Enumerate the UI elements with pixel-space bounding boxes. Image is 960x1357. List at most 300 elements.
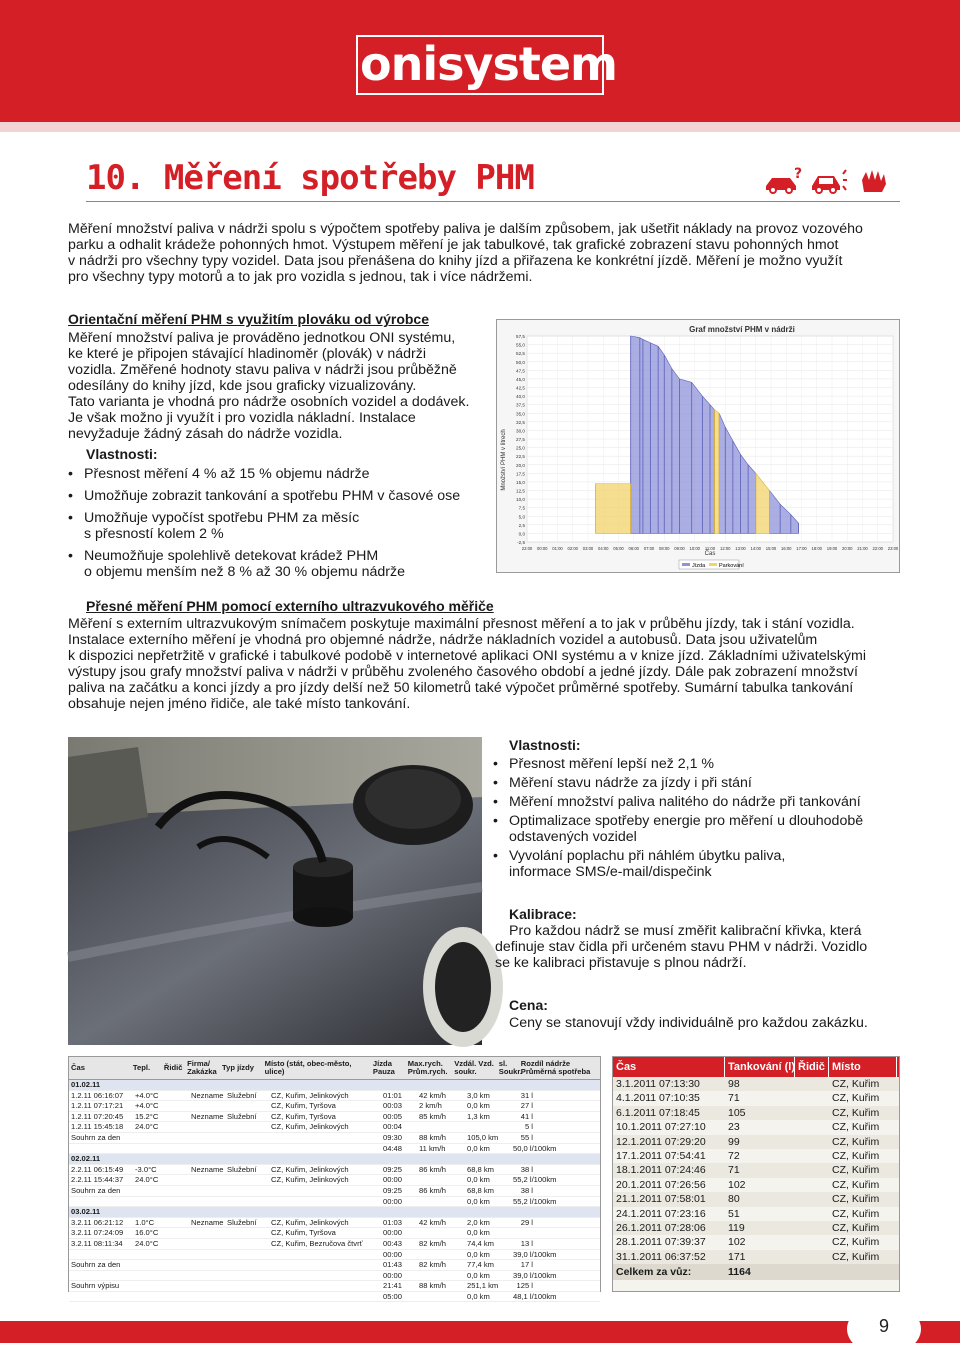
- table-row: [613, 1192, 899, 1206]
- table-cell: CZ, Kuřim, Tyršova: [271, 1101, 336, 1111]
- table-cell: 85 km/h: [419, 1111, 447, 1121]
- column-header: Čas: [613, 1057, 725, 1077]
- table-row: [613, 1106, 899, 1120]
- table-cell: [417, 1175, 465, 1185]
- table-cell: Souhrn za den: [71, 1132, 121, 1142]
- table-row: [613, 1120, 899, 1134]
- table-cell: 1.2.11 07:20:45: [71, 1111, 124, 1121]
- car-alarm-icon: [810, 166, 848, 194]
- table-row: [69, 1165, 600, 1176]
- table-cell: 24.0°C: [135, 1122, 159, 1132]
- table-row: [69, 1175, 600, 1186]
- table-cell: 42 km/h: [419, 1090, 447, 1100]
- prop-item: • Přesnost měření 4 % až 15 % objemu nádrže: [68, 466, 493, 482]
- table-cell: [133, 1292, 165, 1302]
- table-cell: 39,0 l/100km: [513, 1249, 557, 1259]
- table-cell: [165, 1197, 189, 1207]
- table-cell: 00:43: [383, 1238, 403, 1248]
- prop-item: • Měření množství paliva nalitého do nádrže při tankování: [493, 794, 898, 810]
- column-header: Firma/ Zakázka: [187, 1059, 217, 1076]
- table-cell: [417, 1292, 465, 1302]
- table-cell: CZ, Kuřim: [832, 1221, 880, 1234]
- refuel-table: [612, 1056, 900, 1292]
- section1-line: Měření množství paliva je prováděno jednotkou ONI systému,: [68, 330, 456, 346]
- column-header: Typ jízdy: [222, 1063, 254, 1072]
- table-row: [69, 1228, 600, 1239]
- table-cell: [189, 1175, 225, 1185]
- table-cell: CZ, Kuřim: [832, 1149, 880, 1162]
- table-cell: [133, 1186, 165, 1196]
- table-cell: [795, 1091, 829, 1105]
- section2-title: Přesné měření PHM pomocí externího ultrazvukového měřiče: [86, 598, 494, 614]
- table-cell: 28.1.2011 07:39:37: [616, 1236, 706, 1249]
- chart-ytick: 27,5: [516, 437, 525, 442]
- chart-ytick: 15,0: [516, 479, 525, 485]
- svg-text:?: ?: [794, 166, 803, 182]
- table-cell: 1.2.11 06:16:07: [71, 1090, 124, 1100]
- table-cell: 55,2 l/100km: [513, 1175, 557, 1185]
- table-cell: 0,0 km: [467, 1175, 490, 1185]
- section2-line: paliva na začátku a konci jízdy a pro jízdy delší než 50 kilometrů také výpočet průměrné spotřeby. Sumární tabulka tankování: [68, 680, 854, 696]
- calibration-line: definuje stav čidla při určeném stavu PHM v nádrži. Vozidlo: [495, 939, 868, 955]
- table-cell: CZ, Kuřim: [832, 1106, 880, 1119]
- table-cell: [165, 1133, 189, 1143]
- table-cell: CZ, Kuřim, Jelinkových: [271, 1164, 349, 1174]
- table-cell: 1.2.11 15:45:18: [71, 1122, 124, 1132]
- chart-xtick: 10:00: [689, 546, 700, 551]
- table-row: [69, 1239, 600, 1250]
- table-row: [69, 1207, 600, 1218]
- intro-line: Měření množství paliva v nádrži spolu s výpočtem spotřeby paliva je dalším způsobem, jak ušetřit náklady na provoz vozového: [68, 221, 863, 237]
- table-cell: [795, 1192, 829, 1206]
- table-cell: 171: [728, 1250, 746, 1263]
- chart-ytick: 50,0: [516, 359, 525, 365]
- table-cell: [269, 1197, 381, 1207]
- table-cell: [795, 1106, 829, 1120]
- table-cell: 00:00: [383, 1196, 403, 1206]
- chart-ytick: 25,0: [516, 445, 525, 451]
- chart-xtick: 02:00: [567, 546, 578, 551]
- section1-line: Tato varianta je vhodná pro nádrže osobních vozidel a dodávek.: [68, 394, 470, 410]
- table-cell: [225, 1239, 269, 1249]
- table-cell: 38 l: [520, 1164, 533, 1174]
- table-cell: [417, 1197, 465, 1207]
- table-cell: +4.0°C: [135, 1101, 159, 1111]
- table-cell: [795, 1235, 829, 1249]
- chart-ytick: -2,5: [517, 540, 525, 545]
- table-cell: 00:00: [383, 1175, 403, 1185]
- column-header: Tepl.: [132, 1063, 151, 1072]
- table-cell: CZ, Kuřim, Tyršova: [271, 1111, 336, 1121]
- table-cell: [133, 1133, 165, 1143]
- table-cell: [795, 1120, 829, 1134]
- table-cell: 0,0 km: [467, 1101, 490, 1111]
- chart-ytick: 17,5: [516, 471, 525, 477]
- chart-xlabel: Čas: [704, 551, 716, 557]
- table-cell: [165, 1281, 189, 1291]
- table-cell: [269, 1133, 381, 1143]
- calibration-text: [495, 923, 900, 971]
- section2-text: [68, 616, 904, 712]
- table-cell: 02.02.11: [71, 1154, 101, 1164]
- footer-band: [0, 1321, 960, 1343]
- table-cell: [225, 1281, 269, 1291]
- table-cell: [165, 1165, 189, 1175]
- chart-xtick: 04:00: [598, 546, 609, 551]
- table-cell: [165, 1260, 189, 1270]
- table-cell: [165, 1101, 189, 1111]
- table-cell: 72: [728, 1149, 740, 1162]
- table-cell: [189, 1144, 225, 1154]
- table-cell: 0,0 km: [467, 1270, 490, 1280]
- table-row: [613, 1250, 899, 1264]
- table-cell: 21.1.2011 07:58:01: [616, 1193, 706, 1206]
- table-row: [69, 1281, 600, 1292]
- table-cell: 102: [728, 1236, 746, 1249]
- intro-line: v nádrži pro všechny typy vozidel. Data jsou přenášena do knihy jízd a přiřazena ke konkrétní jízdě. Měření je možno využít: [68, 253, 843, 269]
- table-cell: 01.02.11: [71, 1080, 101, 1089]
- table-cell: [269, 1271, 381, 1281]
- table-cell: Služební: [227, 1164, 257, 1174]
- table-cell: [269, 1250, 381, 1260]
- table-cell: 00:00: [383, 1270, 403, 1280]
- table-cell: 55 l: [520, 1132, 533, 1142]
- table-cell: [165, 1239, 189, 1249]
- table-cell: 01:01: [383, 1090, 403, 1100]
- prop-item: • Optimalizace spotřeby energie pro měření u dlouhodobě odstavených vozidel: [493, 813, 898, 845]
- chart-xtick: 21:00: [857, 546, 868, 551]
- table-cell: [269, 1260, 381, 1270]
- table-cell: 82 km/h: [419, 1238, 447, 1248]
- table-row: [613, 1163, 899, 1177]
- table-cell: [165, 1228, 189, 1238]
- section1-line: vozidla. Změřené hodnoty stavu paliva v nádrži jsou průběžně: [68, 362, 457, 378]
- chart-xtick: 14:00: [750, 546, 761, 551]
- table-cell: CZ, Kuřim, Jelinkových: [271, 1217, 349, 1227]
- table-cell: 20.1.2011 07:26:56: [616, 1178, 706, 1191]
- table-cell: 3.2.11 06:21:12: [71, 1217, 124, 1227]
- table-cell: 24.1.2011 07:23:16: [616, 1207, 706, 1220]
- table-cell: Nezname: [191, 1090, 224, 1100]
- table-cell: CZ, Kuřim, Bezručova čtvrť: [271, 1238, 363, 1248]
- table-cell: 68,8 km: [467, 1164, 495, 1174]
- chart-ytick: 45,0: [516, 376, 525, 382]
- table-cell: 1,3 km: [467, 1111, 490, 1121]
- fuel-chart: [496, 319, 900, 573]
- chart-ytick: 30,0: [516, 428, 525, 434]
- table-cell: [165, 1112, 189, 1122]
- chart-xtick: 17:00: [796, 546, 807, 551]
- calibration-line: Pro každou nádrž se musí změřit kalibrační křivka, která: [509, 923, 862, 939]
- column-header: Max.rych. Prům.rych.: [407, 1059, 448, 1076]
- prop-item: • Vyvolání poplachu při náhlém úbytku paliva, informace SMS/e-mail/dispečink: [493, 848, 898, 880]
- table-cell: 00:04: [383, 1122, 403, 1132]
- table-cell: [165, 1122, 189, 1132]
- calibration-label: Kalibrace:: [509, 906, 577, 922]
- table-cell: 51: [728, 1207, 740, 1220]
- table-cell: 1.2.11 07:17:21: [71, 1101, 124, 1111]
- page-number: 9: [878, 1316, 889, 1336]
- chart-ylabel: Množství PHM v litrech: [501, 429, 507, 491]
- table-cell: 00:00: [383, 1249, 403, 1259]
- table-cell: 00:05: [383, 1111, 403, 1121]
- table-cell: 0,0 km: [467, 1143, 490, 1153]
- chart-ytick: 37,5: [516, 402, 525, 408]
- table-cell: Služební: [227, 1090, 257, 1100]
- table-cell: CZ, Kuřim: [832, 1078, 880, 1090]
- legend-parkovani: Parkování: [719, 563, 744, 569]
- table-cell: [189, 1239, 225, 1249]
- table-cell: 0,0 km: [467, 1228, 490, 1238]
- refuel-body: [613, 1057, 899, 1280]
- section2-line: Instalace externího měření je vhodná pro objemné nádrže, nádrže nákladních vozidel a autobusů. Data jsou uživatelům: [68, 632, 818, 648]
- column-header: Čas: [71, 1063, 85, 1072]
- table-cell: Nezname: [191, 1111, 224, 1121]
- column-header: Místo: [829, 1057, 897, 1077]
- column-header: Řidič: [795, 1057, 829, 1077]
- table-cell: CZ, Kuřim: [832, 1207, 880, 1220]
- table-cell: Souhrn za den: [71, 1185, 121, 1195]
- table-cell: +4.0°C: [135, 1090, 159, 1100]
- chart-xtick: 05:00: [613, 546, 624, 551]
- table-row: [69, 1080, 600, 1091]
- table-row: [69, 1271, 600, 1282]
- table-cell: 71: [728, 1164, 740, 1177]
- hand-icon: [856, 166, 894, 194]
- table-cell: 80: [728, 1193, 740, 1206]
- intro-line: parku a odhalit krádeže pohonných hmot. Výstupem měření je jak tabulkové, tak grafické zobrazení stavu pohonných hmot: [68, 237, 839, 253]
- table-row: [613, 1178, 899, 1192]
- table-cell: 16.0°C: [135, 1228, 159, 1238]
- chart-ytick: 40,0: [516, 394, 525, 400]
- table-cell: 31.1.2011 06:37:52: [616, 1250, 706, 1263]
- table-row: [69, 1122, 600, 1133]
- chart-ytick: 20,0: [516, 462, 525, 468]
- table-cell: 99: [728, 1135, 740, 1148]
- table-cell: 26.1.2011 07:28:06: [616, 1221, 706, 1234]
- table-cell: [189, 1133, 225, 1143]
- table-cell: CZ, Kuřim: [832, 1236, 880, 1249]
- table-cell: 50,0 l/100km: [513, 1143, 557, 1153]
- section1-line: ke které je připojen stávající hladinoměr (plovák) v nádrži: [68, 346, 427, 362]
- column-header: Jízda Pauza: [372, 1059, 395, 1076]
- table-cell: CZ, Kuřim: [832, 1135, 880, 1148]
- table-cell: 01:03: [383, 1217, 403, 1227]
- vehicle-icons: [764, 166, 894, 194]
- chart-ytick: 12,5: [516, 488, 525, 494]
- table-cell: 102: [728, 1178, 746, 1191]
- table-cell: 82 km/h: [419, 1260, 447, 1270]
- chart-xtick: 23:00: [887, 546, 899, 551]
- table-row: [69, 1101, 600, 1112]
- table-cell: 03.02.11: [71, 1207, 101, 1217]
- chart-ytick: 7,5: [518, 505, 525, 511]
- section1-line: Je však možno ji využít i pro vozidla nákladní. Instalace: [68, 410, 416, 426]
- table-cell: [795, 1207, 829, 1221]
- table-cell: 09:30: [383, 1132, 403, 1142]
- table-cell: 4.1.2011 07:10:35: [616, 1092, 700, 1105]
- table-cell: 2 km/h: [419, 1101, 442, 1111]
- trip-log-header: [69, 1057, 600, 1080]
- table-cell: 17.1.2011 07:54:41: [616, 1149, 706, 1162]
- table-cell: [225, 1260, 269, 1270]
- chart-ytick: 2,5: [518, 522, 525, 528]
- chart-ytick: 42,5: [516, 385, 525, 391]
- table-cell: [69, 1144, 133, 1154]
- table-row: [613, 1235, 899, 1249]
- chart-xtick: 20:00: [842, 546, 853, 551]
- table-cell: [417, 1122, 465, 1132]
- table-row: [69, 1197, 600, 1208]
- prop-item: • Přesnost měření lepší než 2,1 %: [493, 756, 898, 772]
- table-cell: [189, 1186, 225, 1196]
- section1-title: Orientační měření PHM s využitím plováku od výrobce: [68, 311, 429, 327]
- table-cell: CZ, Kuřim: [832, 1164, 880, 1177]
- table-cell: 3.2.11 08:11:34: [71, 1238, 123, 1248]
- table-cell: 77,4 km: [467, 1260, 495, 1270]
- table-cell: [225, 1186, 269, 1196]
- chart-xtick: 22:00: [872, 546, 883, 551]
- table-row: [69, 1186, 600, 1197]
- table-cell: 86 km/h: [419, 1185, 447, 1195]
- table-row: [613, 1091, 899, 1105]
- table-cell: [269, 1292, 381, 1302]
- table-cell: [795, 1135, 829, 1149]
- table-cell: 10.1.2011 07:27:10: [616, 1121, 706, 1134]
- table-cell: [795, 1149, 829, 1163]
- column-header: Rozdíl nádrže Průměrná spotřeba: [520, 1059, 591, 1076]
- table-cell: 5 l: [524, 1122, 533, 1132]
- table-cell: 24.0°C: [135, 1175, 159, 1185]
- table-cell: 00:00: [383, 1228, 403, 1238]
- table-cell: [511, 1228, 533, 1238]
- column-header: Vzdál. Vzd. soukr.: [454, 1059, 494, 1076]
- table-cell: 42 km/h: [419, 1217, 447, 1227]
- table-cell: CZ, Kuřim, Jelinkových: [271, 1090, 349, 1100]
- table-cell: 38 l: [520, 1185, 533, 1195]
- table-cell: CZ, Kuřim: [832, 1178, 880, 1191]
- table-cell: 3.1.2011 07:13:30: [616, 1078, 700, 1090]
- chart-ytick: 52,5: [516, 351, 525, 357]
- chart-series-area: [596, 484, 631, 534]
- table-cell: 09:25: [383, 1185, 403, 1195]
- total-label: Celkem za vůz:: [616, 1266, 692, 1279]
- table-cell: CZ, Kuřim: [832, 1193, 880, 1206]
- section2-line: Měření s externím ultrazvukovým snímačem poskytuje maximální přesnost měření a to jak v průběhu jízdy, tak i stání vozidla.: [68, 616, 855, 632]
- table-row: [69, 1260, 600, 1271]
- table-row: [613, 1149, 899, 1163]
- table-row: [613, 1135, 899, 1149]
- table-cell: 24.0°C: [135, 1238, 159, 1248]
- table-cell: [225, 1292, 269, 1302]
- table-cell: 41 l: [520, 1111, 533, 1121]
- table-cell: [795, 1250, 829, 1264]
- table-cell: 0,0 km: [467, 1196, 490, 1206]
- table-cell: 21:41: [383, 1281, 403, 1291]
- table-cell: [165, 1091, 189, 1101]
- table-cell: [465, 1122, 511, 1132]
- table-cell: 04:48: [383, 1143, 403, 1153]
- table-cell: 55,2 l/100km: [513, 1196, 557, 1206]
- table-cell: -3.0°C: [135, 1164, 157, 1174]
- table-cell: [165, 1271, 189, 1281]
- table-cell: [165, 1292, 189, 1302]
- prop-item: • Měření stavu nádrže za jízdy i při stání: [493, 775, 898, 791]
- table-cell: 251,1 km: [467, 1281, 499, 1291]
- table-cell: CZ, Kuřim, Jelinkových: [271, 1175, 349, 1185]
- table-cell: 3.2.11 07:24:09: [71, 1228, 124, 1238]
- table-cell: 74,4 km: [467, 1238, 495, 1248]
- chart-xtick: 11:00: [704, 546, 716, 551]
- refuel-header: [613, 1057, 899, 1077]
- table-row: [69, 1091, 600, 1102]
- chart-ytick: 10,0: [516, 497, 525, 503]
- price-label: Cena:: [509, 997, 548, 1013]
- section2-line: obsahuje nejen jméno řidiče, ale také místo tankování.: [68, 696, 411, 712]
- chart-ytick: 0,0: [518, 531, 525, 537]
- table-cell: 09:25: [383, 1164, 403, 1174]
- table-cell: 2.2.11 06:15:49: [71, 1164, 124, 1174]
- table-cell: [189, 1197, 225, 1207]
- table-cell: 23: [728, 1121, 740, 1134]
- table-cell: 1.0°C: [135, 1217, 155, 1227]
- table-row: [69, 1154, 600, 1165]
- section2-line: k dispozici nepřetržitě v grafické i tabulkové podobě v internetové aplikaci ONI systému a v knize jízd. Základními uživatelskými: [68, 648, 866, 664]
- chart-ytick: 35,0: [516, 411, 525, 417]
- table-cell: [417, 1228, 465, 1238]
- table-cell: Nezname: [191, 1164, 224, 1174]
- chart-series-area: [715, 410, 720, 534]
- table-cell: [189, 1101, 225, 1111]
- chart-xtick: 18:00: [811, 546, 822, 551]
- table-cell: [165, 1186, 189, 1196]
- table-cell: 12.1.2011 07:29:20: [616, 1135, 706, 1148]
- table-cell: [189, 1250, 225, 1260]
- intro-line: pro všechny typy motorů a to jak pro vozidla s jednou, tak i více nádržemi.: [68, 269, 533, 285]
- table-cell: 11 km/h: [419, 1143, 446, 1153]
- table-cell: [269, 1144, 381, 1154]
- table-cell: 05:00: [383, 1291, 403, 1301]
- table-cell: 27 l: [520, 1101, 533, 1111]
- table-cell: [165, 1175, 189, 1185]
- table-cell: 01:43: [383, 1260, 403, 1270]
- table-cell: 13 l: [520, 1238, 533, 1248]
- table-cell: [133, 1260, 165, 1270]
- table-cell: CZ, Kuřim: [832, 1092, 880, 1105]
- price-text: Ceny se stanovují vždy individuálně pro každou zakázku.: [509, 1015, 868, 1031]
- chart-xtick: 00:00: [537, 546, 548, 551]
- table-cell: Služební: [227, 1111, 257, 1121]
- section2-props: [493, 753, 898, 880]
- legend-jizda: Jízda: [692, 563, 706, 569]
- chart-xtick: 06:00: [628, 546, 639, 551]
- table-cell: Služební: [227, 1217, 257, 1227]
- chart-ytick: 32,5: [516, 419, 525, 425]
- chart-xtick: 09:00: [674, 546, 685, 551]
- section1-props-label: Vlastnosti:: [86, 446, 158, 462]
- section2-line: výstupy jsou grafy množství paliva v nádrži v průběhu zvoleného časového období a jedné jízdy. Dále pak zobrazení množství: [68, 664, 858, 680]
- table-cell: [225, 1144, 269, 1154]
- table-cell: CZ, Kuřim, Jelinkových: [271, 1122, 349, 1132]
- table-cell: [269, 1281, 381, 1291]
- prop-item: • Umožňuje vypočíst spotřebu PHM za měsíc s přesností kolem 2 %: [68, 510, 493, 542]
- table-row: [69, 1144, 600, 1155]
- chart-ytick: 55,0: [516, 342, 525, 348]
- table-cell: [189, 1292, 225, 1302]
- table-cell: [189, 1122, 225, 1132]
- table-row: [69, 1133, 600, 1144]
- chart-xtick: 16:00: [781, 546, 792, 551]
